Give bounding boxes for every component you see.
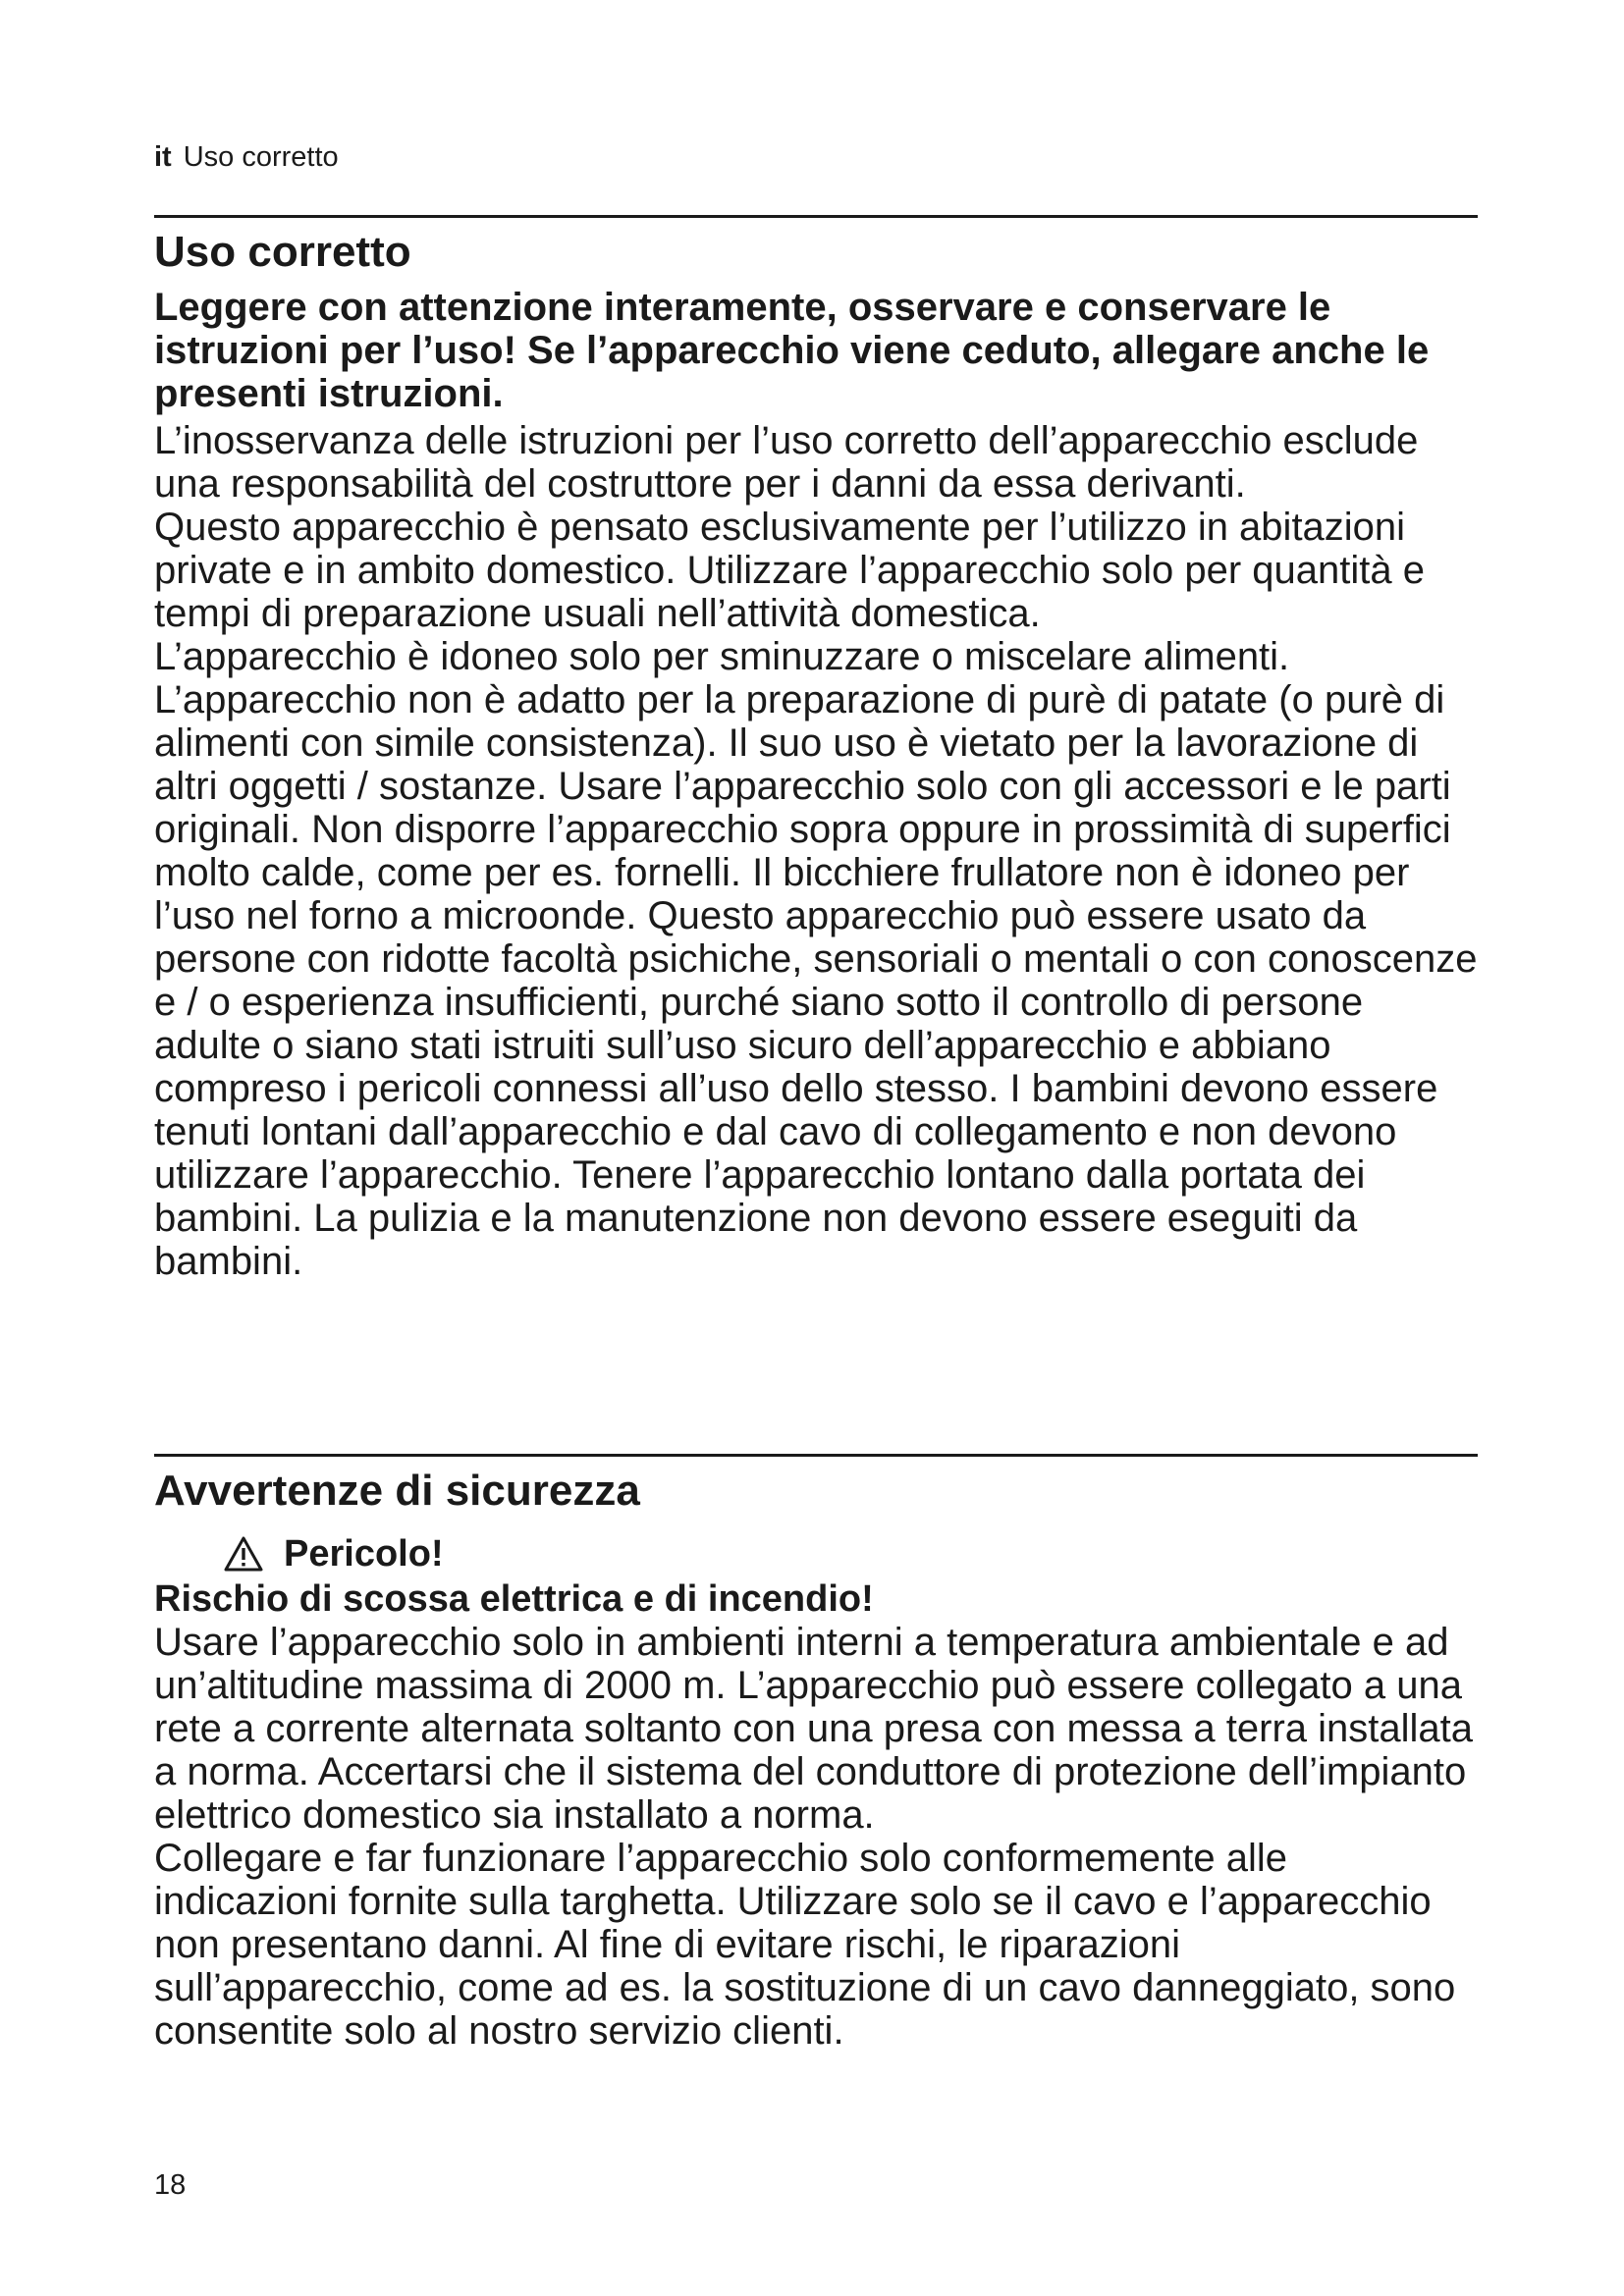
lead-instruction: Leggere con attenzione interamente, osservare e conservare le istruzioni per l’uso! Se l’apparecchio viene ceduto, allegare anche le presenti istruzioni.: [154, 286, 1430, 415]
page-number: 18: [154, 2169, 187, 2201]
section-title-safety: Avvertenze di sicurezza: [154, 1467, 640, 1515]
paragraph: Collegare e far funzionare l’apparecchio solo conformemente alle indicazioni fornite sulla targhetta. Utilizzare solo se il cavo e l’apparecchio non presentano danni. Al fine di evitare rischi, le riparazioni sull’apparecchio, come ad es. la sostituzione di un cavo danneggiato, sono consentite solo al nostro servizio clienti.: [154, 1837, 1456, 2053]
paragraph: L’apparecchio è idoneo solo per sminuzzare o miscelare alimenti. L’apparecchio non è adatto per la preparazione di purè di patate (o purè di alimenti con simile consistenza). Il suo uso è vietato per la lavorazione di altri oggetti / sostanze. Usare l’apparecchio solo con gli accessori e le parti originali. Non disporre l’apparecchio sopra oppure in prossimità di superfici molto calde, come per es. fornelli. Il bicchiere frullatore non è idoneo per l’uso nel forno a microonde. Questo apparecchio può essere usato da persone con ridotte facoltà psichiche, sensoriali o mentali o con conoscenze e / o esperienza insufficienti, purché siano sotto il controllo di persone adulte o siano stati istruiti sull’uso sicuro dell’apparecchio e abbiano compreso i pericoli connessi all’uso dello stesso. I bambini devono essere tenuti lontani dall’apparecchio e dal cavo di collegamento e non devono utilizzare l’apparecchio. Tenere l’apparecchio lontano dalla portata dei bambini. La pulizia e la manutenzione non devono essere eseguiti da bambini.: [154, 635, 1478, 1283]
warning-triangle-icon: [223, 1535, 264, 1573]
section-divider: [154, 215, 1478, 218]
section-divider: [154, 1454, 1478, 1457]
paragraph: Questo apparecchio è pensato esclusivamente per l’utilizzo in abitazioni private e in ambito domestico. Utilizzare l’apparecchio solo per quantità e tempi di preparazione usuali nell’attività domestica.: [154, 506, 1426, 635]
language-code: it: [154, 141, 172, 173]
running-header-section: Uso corretto: [183, 141, 339, 173]
running-header: [154, 140, 339, 174]
paragraph: Usare l’apparecchio solo in ambienti interni a temperatura ambientale e ad un’altitudine massima di 2000 m. L’apparecchio può essere collegato a una rete a corrente alternata soltanto con una presa con messa a terra installata a norma. Accertarsi che il sistema del conduttore di protezione dell’impianto elettrico domestico sia installato a norma.: [154, 1621, 1473, 1837]
paragraph: L’inosservanza delle istruzioni per l’uso corretto dell’apparecchio esclude una responsabilità del costruttore per i danni da essa derivanti.: [154, 419, 1419, 506]
danger-notice: [223, 1532, 444, 1575]
risk-heading: Rischio di scossa elettrica e di incendio!: [154, 1578, 874, 1620]
section-title-intended-use: Uso corretto: [154, 228, 411, 276]
safety-body: [154, 1621, 1478, 2053]
intended-use-body: [154, 419, 1478, 1283]
danger-label: Pericolo!: [284, 1533, 444, 1575]
